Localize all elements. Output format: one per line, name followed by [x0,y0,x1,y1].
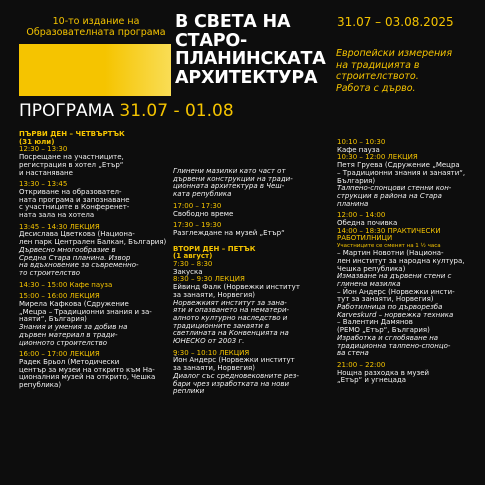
text-line: (31 юли) [19,137,55,146]
subtitle-line: строителството. [336,71,419,82]
text-line: Йон Андерс (Норвежки институт [173,356,295,365]
session-info [337,250,482,273]
session-info [337,319,482,334]
text-line: ПЪРВИ ДЕН – ЧЕТВЪРТЪК [19,130,125,138]
text-line: 21:00 – 22:00 [337,360,386,369]
text-line: 15:00 – 16:00 ЛЕКЦИЯ [19,292,100,301]
text-line: Десислава Цветкова (Национа- [19,230,135,239]
text-line: – Валентин Дамянов [337,318,413,327]
text-line: 13:45 – 14:30 ЛЕКЦИЯ [19,222,100,231]
text-line: ционното строителство [19,338,108,347]
text-line: РАБОТИЛНИЦИ [337,234,393,243]
session-info [19,154,169,177]
program-dates: 31.07 - 01.08 [119,101,234,121]
text-line: Глинени мазилки като част от [173,167,286,175]
text-line: традиционните занаяти в [173,321,270,330]
text-line: ционалния музей на открито, Чешка [19,373,156,382]
text-line: Закуска [173,267,203,276]
text-line: България) [337,176,376,185]
text-line: Изработка и сглобяване на [337,333,439,342]
text-line: ната програма и запознаване [19,195,130,204]
text-line: ва стена [337,349,369,358]
text-line: алното културно наследство и [173,313,288,322]
text-line: 17:00 – 17:30 [173,201,222,210]
subtitle-line: на традицията в [336,59,420,71]
text-line: Ейвинд Фалк (Норвежки институт [173,283,300,292]
text-line: Чешка република) [337,264,406,273]
edition-tag [26,16,166,38]
session-info [173,284,325,299]
text-line: глинена мазилка [337,279,401,288]
text-line: 10:10 – 10:30 [337,138,386,146]
session-info [19,359,169,390]
text-line: и настаняване [19,168,73,177]
session-topic [337,304,482,319]
session-topic [337,185,482,208]
program-heading [19,101,234,121]
edition-tag-line: 10-то издание на [52,16,140,27]
text-line: с участниците в Конференет- [19,203,130,212]
text-line: реплики [173,387,205,396]
text-line: Средна Стара планина. Извор [19,253,131,262]
text-line: то строителство [19,268,80,277]
text-line: Свободно време [173,209,234,218]
text-line: на вдъхновение за съвременно- [19,261,139,270]
text-line: тут за занаяти, Норвегия) [337,295,434,304]
text-line: наяти“, България) [19,315,87,324]
program-column-day1 [19,131,169,390]
text-line: 8:30 – 9:30 ЛЕКЦИЯ [173,275,245,284]
text-line: дървени конструкции на тради- [173,174,293,183]
text-line: бари чрез изработката на нови [173,379,290,388]
text-line: Мирела Кафкова (Сдружение [19,300,129,309]
accent-block-shadow [105,44,171,96]
text-line: 9:30 – 10:10 ЛЕКЦИЯ [173,348,250,357]
session-info [337,370,482,385]
session-topic [173,168,325,199]
text-line: 12:30 – 13:30 [19,145,68,154]
text-line: 13:30 – 13:45 [19,180,68,189]
text-line: – Традиционни знания и занаяти“, [337,168,466,177]
text-line: светлината на Конвенцията на [173,329,289,338]
text-line: яти и опазването на нематери- [173,306,290,315]
text-line: „Етър“ и угнецада [337,376,407,385]
title-line: ПЛАНИНСКАТА [175,49,326,69]
session-info [173,211,325,219]
subtitle-line: Европейски измерения [336,48,453,59]
session-topic [19,247,169,278]
event-title [175,13,326,87]
text-line: (РЕМО „Етър“, България) [337,326,430,335]
subtitle-line: Работа с дърво. [336,82,416,94]
session-info [173,357,325,372]
session-topic [19,324,169,347]
text-line: Откриване на образовател- [19,187,122,196]
text-line: Karveskurd – норвежка техника [337,310,454,319]
time-slot [337,228,482,243]
text-line: 7:30 – 8:30 [173,260,213,269]
session-info [19,189,169,220]
text-line: 10:30 – 12:00 ЛЕКЦИЯ [337,153,418,162]
text-line: ката република [173,190,232,199]
text-line: република) [19,381,62,390]
text-line: център за музеи на открито към На- [19,365,155,374]
time-slot [19,282,169,290]
session-topic [173,300,325,346]
text-line: ционната архитектура в Чеш- [173,182,285,191]
text-line: традиционна талпено-спонцо- [337,341,451,350]
session-topic [337,335,482,358]
text-line: Норвежкият институт за зана- [173,298,287,307]
text-line: 17:30 – 19:30 [173,221,222,230]
session-topic [337,273,482,288]
text-line: Нощна разходка в музей [337,368,430,377]
text-line: 14:30 – 15:00 Кафе пауза [19,280,113,289]
text-line: дървен материал в тради- [19,330,118,339]
text-line: Работилница по дърворезба [337,303,443,312]
day-heading [173,246,325,261]
session-info [337,162,482,185]
text-line: ната зала на хотела [19,211,95,220]
text-line: Дървесно многообразие в [19,245,116,254]
text-line: лен институт за народна култура, [337,256,465,265]
text-line: Измазване на дървени стени с [337,272,452,281]
text-line: Кафе пауза [337,145,380,154]
text-line: – Мартин Новотни (Национа- [337,249,444,258]
program-column-day2-afternoon [337,139,482,385]
program-word: ПРОГРАМА [19,101,114,121]
text-line: Обедна почивка [337,219,398,228]
session-topic [173,373,325,396]
text-line: Участниците се сменят на 1 ½ часа [337,243,441,250]
text-line: Радек Брьол (Методически [19,357,120,366]
text-line: 14:00 – 18:30 ПРАКТИЧЕСКИ [337,226,441,235]
text-line: 12:00 – 14:00 [337,211,386,220]
program-column-day2 [173,168,325,396]
text-line: за занаяти, Норвегия) [173,290,255,299]
text-line: 16:00 – 17:00 ЛЕКЦИЯ [19,350,100,359]
text-line: Знания и умения за добив на [19,323,128,332]
text-line: ЮНЕСКО от 2003 г. [173,337,245,346]
text-line: ВТОРИ ДЕН – ПЕТЪК [173,244,256,253]
day-heading [19,131,169,146]
text-line: Разглеждане на музей „Етър“ [173,228,285,237]
title-line: СТАРО- [175,30,248,51]
text-line: – Йон Андерс (Норвежки инсти- [337,287,455,296]
text-line: Талпено-спонцови стенни кон- [337,184,452,193]
text-line: за занаяти, Норвегия) [173,364,255,373]
event-subtitle [336,48,452,94]
title-line: В СВЕТА НА [175,12,291,32]
text-line: Диалог със средновековните рез- [173,371,299,380]
text-line: (1 август) [173,252,213,261]
text-line: Посрещане на участниците, [19,153,124,162]
text-line: Петя Груева (Сдружение „Мецра [337,161,460,170]
text-line: „Мецра – Традиционни знания и за- [19,307,152,316]
session-info [19,301,169,324]
session-info [19,231,169,246]
text-line: лен парк Централен Балкан, България) [19,238,167,247]
text-line: планина [337,199,369,208]
session-info [337,289,482,304]
text-line: регистрация в хотел „Етър“ [19,160,124,169]
session-info [173,230,325,238]
event-dates: 31.07 – 03.08.2025 [337,15,454,29]
title-line: АРХИТЕКТУРА [175,67,318,88]
text-line: струкции в района на Стара [337,191,442,200]
edition-tag-line: Образователната програма [26,27,166,38]
